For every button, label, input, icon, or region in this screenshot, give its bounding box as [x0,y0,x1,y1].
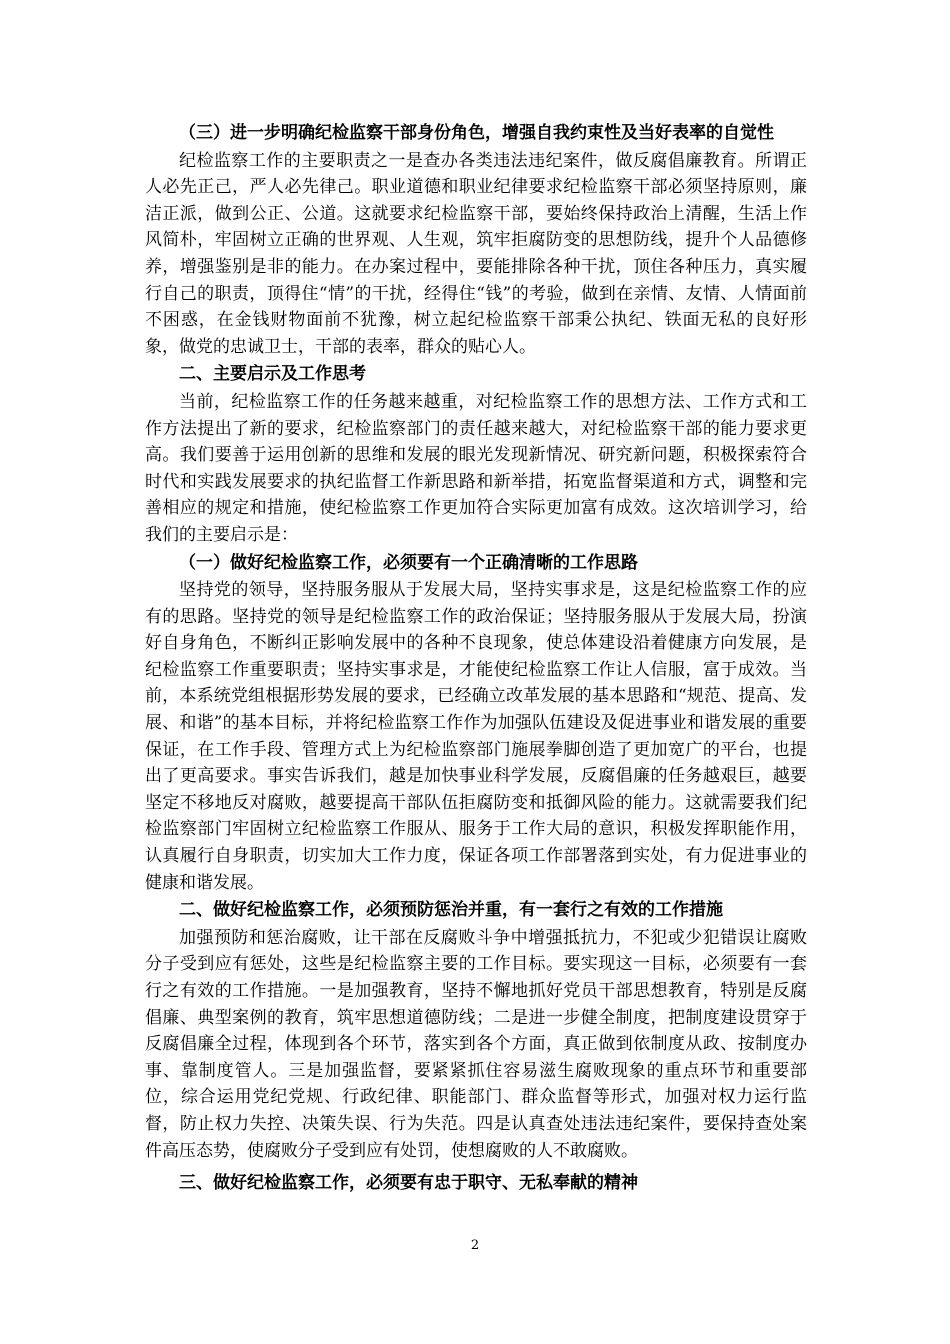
body-paragraph-duties: 纪检监察工作的主要职责之一是查办各类违法违纪案件，做反腐倡廉教育。所谓正人必先正己，严人必先律己。职业道德和职业纪律要求纪检监察干部必须坚持原则，廉洁正派，做到公正、公道。这就要求纪检监察干部，要始终保持政治上清醒，生活上作风简朴，牢固树立正确的世界观、人生观，筑牢拒腐防变的思想防线，提升个人品德修养，增强鉴别是非的能力。在办案过程中，要能排除各种干扰，顶住各种压力，真实履行自己的职责，顶得住“情”的干扰，经得住“钱”的考验，做到在亲情、友情、人情面前不困惑，在金钱财物面前不犹豫，树立起纪检监察干部秉公执纪、铁面无私的良好形象，做党的忠诚卫士，干部的表率，群众的贴心人。 [145,150,807,357]
section-heading-main-insights: 二、主要启示及工作思考 [179,364,366,385]
section-heading-dedication: 三、做好纪检监察工作，必须要有忠于职守、无私奉献的精神 [179,1173,638,1194]
section-heading-prevention-measures: 二、做好纪检监察工作，必须预防惩治并重，有一套行之有效的工作措施 [179,900,723,921]
section-heading-self-discipline: （三）进一步明确纪检监察干部身份角色，增强自我约束性及当好表率的自觉性 [179,123,774,143]
body-paragraph-current-situation: 当前，纪检监察工作的任务越来越重，对纪检监察工作的思想方法、工作方式和工作方法提出了新的要求，纪检监察部门的责任越来越大，对纪检监察干部的能力要求更高。我们要善于运用创新的思维和发展的眼光发现新情况、研究新问题，积极探索符合时代和实践发展要求的执纪监督工作新思路和新举措，拓宽监督渠道和方式，调整和完善相应的规定和措施，使纪检监察工作更加符合实际更加富有成效。这次培训学习，给我们的主要启示是： [145,391,807,545]
page-number: 2 [470,1238,480,1253]
body-paragraph-party-leadership: 坚持党的领导，坚持服务服从于发展大局，坚持实事求是，这是纪检监察工作的应有的思路。坚持党的领导是纪检监察工作的政治保证；坚持服务服从于发展大局，扮演好自身角色，不断纠正影响发展中的各种不良现象，使总体建设沿着健康方向发展，是纪检监察工作重要职责；坚持实事求是，才能使纪检监察工作让人信服，富于成效。当前，本系统党组根据形势发展的要求，已经确立改革发展的基本思路和“规范、提高、发展、和谐”的基本目标，并将纪检监察工作作为加强队伍建设及促进事业和谐发展的重要保证，在工作手段、管理方式上为纪检监察部门施展拳脚创造了更加宽广的平台，也提出了更高要求。事实告诉我们，越是加快事业科学发展，反腐倡廉的任务越艰巨，越要坚定不移地反对腐败，越要提高干部队伍拒腐防变和抵御风险的能力。这就需要我们纪检监察部门牢固树立纪检监察工作服从、服务于工作大局的意识，积极发挥职能作用，认真履行自身职责，切实加大工作力度，保证各项工作部署落到实处，有力促进事业的健康和谐发展。 [145,580,807,893]
section-heading-work-thinking: （一）做好纪检监察工作，必须要有一个正确清晰的工作思路 [179,552,638,573]
body-paragraph-prevention: 加强预防和惩治腐败，让干部在反腐败斗争中增强抵抗力，不犯或少犯错误让腐败分子受到应有惩处，这些是纪检监察主要的工作目标。要实现这一目标，必须要有一套行之有效的工作措施。一是加强教育，坚持不懈地抓好党员干部思想教育，特别是反腐倡廉、典型案例的教育，筑牢思想道德防线；二是进一步健全制度，把制度建设贯穿于反腐倡廉全过程，体现到各个环节，落实到各个方面，真正做到依制度从政、按制度办事、靠制度管人。三是加强监督，要紧紧抓住容易滋生腐败现象的重点环节和重要部位，综合运用党纪党规、行政纪律、职能部门、群众监督等形式，加强对权力运行监督，防止权力失控、决策失误、行为失范。四是认真查处违法违纪案件，要保持查处案件高压态势，使腐败分子受到应有处罚，使想腐败的人不敢腐败。 [145,927,807,1161]
document-page [145,120,807,1197]
